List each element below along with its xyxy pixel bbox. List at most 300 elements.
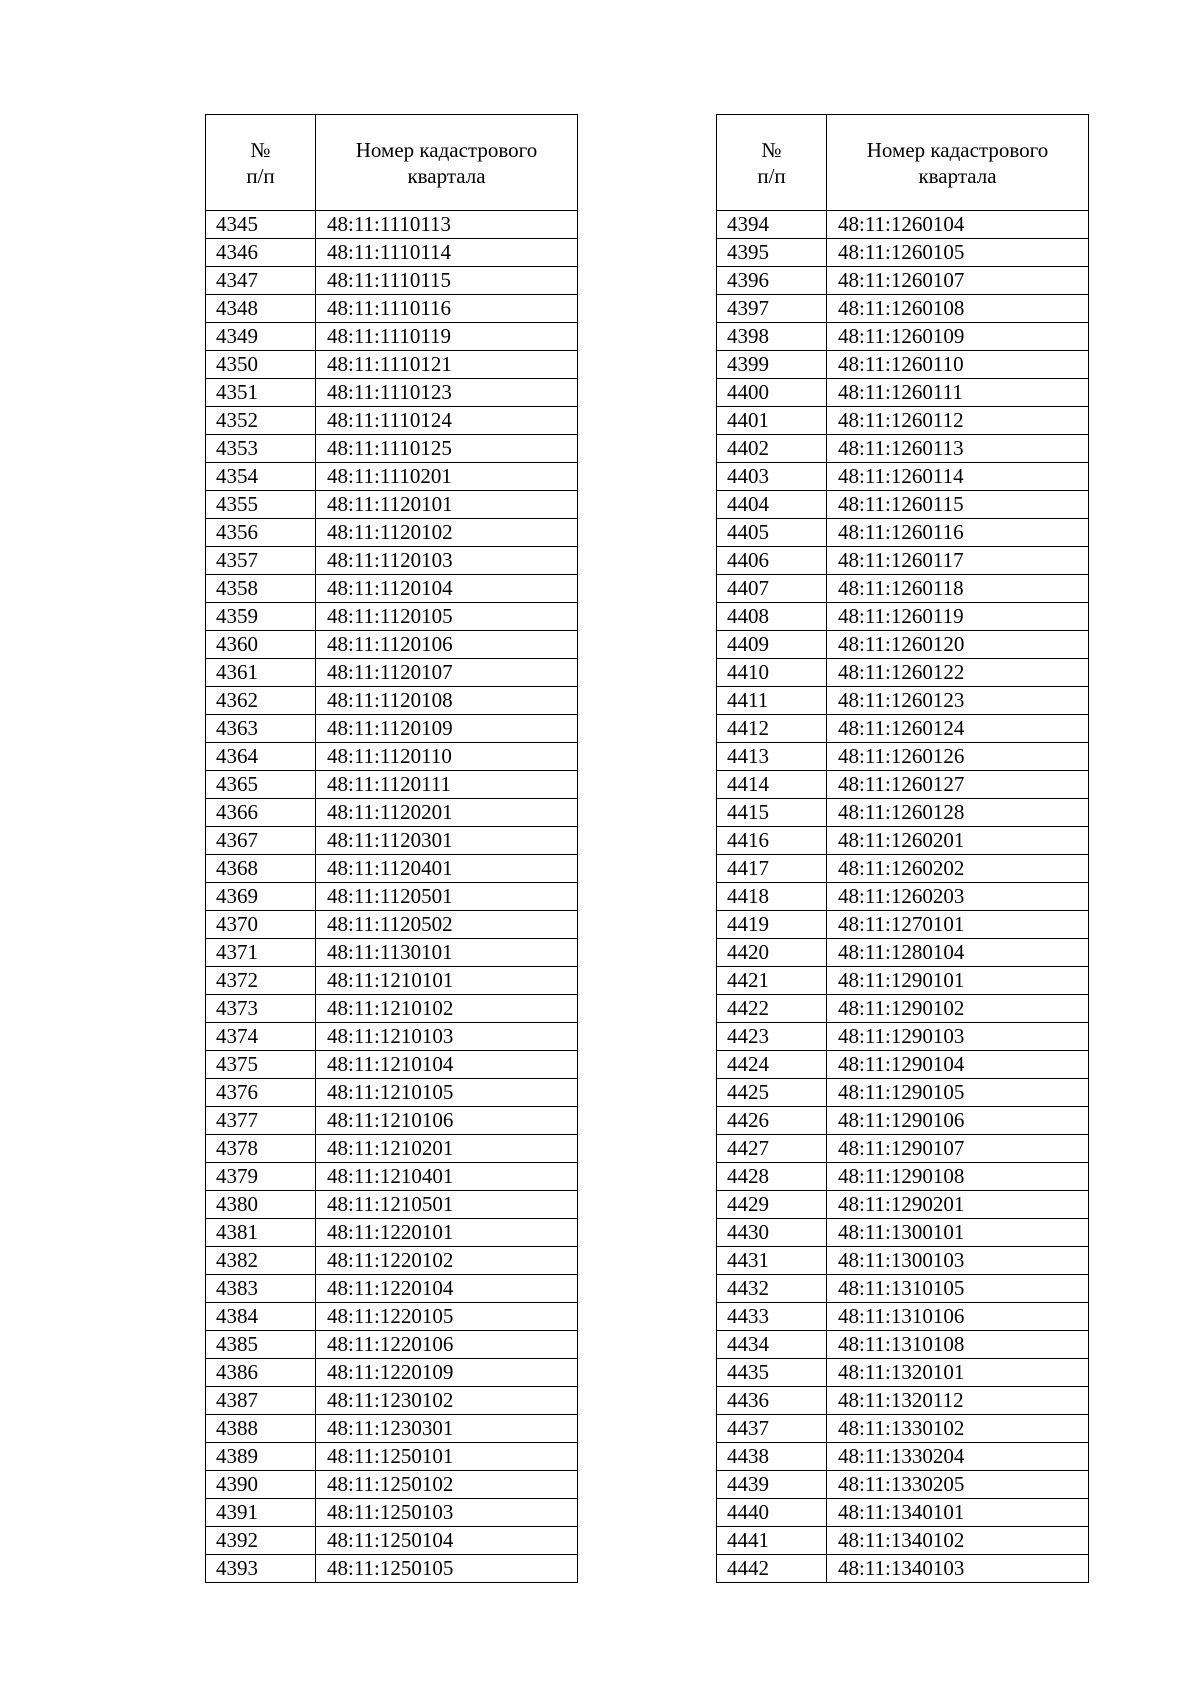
table-row xyxy=(206,1527,578,1555)
cadastral-number-cell: 48:11:1260128 xyxy=(827,799,1089,827)
cadastral-number-cell: 48:11:1110116 xyxy=(316,295,578,323)
table-row xyxy=(206,1555,578,1583)
cadastral-number-cell: 48:11:1260113 xyxy=(827,435,1089,463)
table-row xyxy=(206,1023,578,1051)
cadastral-number-cell: 48:11:1110121 xyxy=(316,351,578,379)
row-number-cell: 4409 xyxy=(717,631,827,659)
table-row xyxy=(206,1443,578,1471)
table-row xyxy=(717,1163,1089,1191)
row-number-cell: 4415 xyxy=(717,799,827,827)
quarter-header-line1: Номер кадастрового xyxy=(355,137,538,162)
cadastral-number-cell: 48:11:1300101 xyxy=(827,1219,1089,1247)
cadastral-number-cell: 48:11:1300103 xyxy=(827,1247,1089,1275)
cadastral-number-cell: 48:11:1250104 xyxy=(316,1527,578,1555)
cadastral-number-cell: 48:11:1210105 xyxy=(316,1079,578,1107)
cadastral-number-cell: 48:11:1120301 xyxy=(316,827,578,855)
table-row xyxy=(206,883,578,911)
row-number-cell: 4389 xyxy=(206,1443,316,1471)
cadastral-number-cell: 48:11:1120101 xyxy=(316,491,578,519)
row-number-cell: 4424 xyxy=(717,1051,827,1079)
table-row xyxy=(717,295,1089,323)
table-row xyxy=(206,603,578,631)
cadastral-number-cell: 48:11:1260123 xyxy=(827,687,1089,715)
row-number-cell: 4393 xyxy=(206,1555,316,1583)
cadastral-table-right xyxy=(716,114,1089,1583)
cadastral-number-cell: 48:11:1120105 xyxy=(316,603,578,631)
table-row xyxy=(717,1219,1089,1247)
table-row xyxy=(717,855,1089,883)
row-number-cell: 4426 xyxy=(717,1107,827,1135)
cadastral-number-cell: 48:11:1310106 xyxy=(827,1303,1089,1331)
row-number-cell: 4374 xyxy=(206,1023,316,1051)
cadastral-number-cell: 48:11:1120401 xyxy=(316,855,578,883)
row-number-cell: 4406 xyxy=(717,547,827,575)
cadastral-number-cell: 48:11:1260122 xyxy=(827,659,1089,687)
row-number-cell: 4423 xyxy=(717,1023,827,1051)
table-row xyxy=(717,1527,1089,1555)
cadastral-number-cell: 48:11:1110125 xyxy=(316,435,578,463)
row-number-cell: 4419 xyxy=(717,911,827,939)
cadastral-number-cell: 48:11:1210401 xyxy=(316,1163,578,1191)
cadastral-number-cell: 48:11:1220106 xyxy=(316,1331,578,1359)
row-number-cell: 4437 xyxy=(717,1415,827,1443)
cadastral-number-cell: 48:11:1220102 xyxy=(316,1247,578,1275)
row-number-cell: 4420 xyxy=(717,939,827,967)
cadastral-number-cell: 48:11:1260105 xyxy=(827,239,1089,267)
cadastral-number-cell: 48:11:1260117 xyxy=(827,547,1089,575)
table-row xyxy=(717,771,1089,799)
cadastral-number-cell: 48:11:1260126 xyxy=(827,743,1089,771)
row-number-cell: 4373 xyxy=(206,995,316,1023)
table-row xyxy=(717,575,1089,603)
cadastral-number-cell: 48:11:1230102 xyxy=(316,1387,578,1415)
table-row xyxy=(206,239,578,267)
row-number-cell: 4418 xyxy=(717,883,827,911)
table-row xyxy=(717,435,1089,463)
cadastral-number-cell: 48:11:1260203 xyxy=(827,883,1089,911)
quarter-header-line2: квартала xyxy=(407,163,486,188)
table-row xyxy=(717,463,1089,491)
row-number-cell: 4438 xyxy=(717,1443,827,1471)
cadastral-number-cell: 48:11:1270101 xyxy=(827,911,1089,939)
cadastral-number-cell: 48:11:1210102 xyxy=(316,995,578,1023)
row-number-cell: 4425 xyxy=(717,1079,827,1107)
row-number-cell: 4370 xyxy=(206,911,316,939)
row-number-cell: 4432 xyxy=(717,1275,827,1303)
table-row xyxy=(206,1359,578,1387)
cadastral-number-cell: 48:11:1220101 xyxy=(316,1219,578,1247)
table-row xyxy=(717,687,1089,715)
table-row xyxy=(206,743,578,771)
cadastral-number-cell: 48:11:1340103 xyxy=(827,1555,1089,1583)
cadastral-number-cell: 48:11:1110123 xyxy=(316,379,578,407)
row-number-cell: 4369 xyxy=(206,883,316,911)
table-body-left xyxy=(206,211,578,1583)
table-row xyxy=(717,1331,1089,1359)
row-number-cell: 4408 xyxy=(717,603,827,631)
cadastral-number-cell: 48:11:1110201 xyxy=(316,463,578,491)
row-number-cell: 4413 xyxy=(717,743,827,771)
table-row xyxy=(206,799,578,827)
cadastral-number-cell: 48:11:1310108 xyxy=(827,1331,1089,1359)
row-number-cell: 4397 xyxy=(717,295,827,323)
table-row xyxy=(717,1079,1089,1107)
table-row xyxy=(206,519,578,547)
row-number-cell: 4357 xyxy=(206,547,316,575)
cadastral-number-cell: 48:11:1340102 xyxy=(827,1527,1089,1555)
row-number-cell: 4411 xyxy=(717,687,827,715)
table-row xyxy=(717,603,1089,631)
table-row xyxy=(206,1135,578,1163)
table-row xyxy=(717,547,1089,575)
row-number-cell: 4353 xyxy=(206,435,316,463)
row-number-cell: 4367 xyxy=(206,827,316,855)
cadastral-number-cell: 48:11:1260115 xyxy=(827,491,1089,519)
cadastral-number-cell: 48:11:1320112 xyxy=(827,1387,1089,1415)
number-header-line1: № xyxy=(250,137,271,162)
row-number-cell: 4392 xyxy=(206,1527,316,1555)
cadastral-number-cell: 48:11:1260114 xyxy=(827,463,1089,491)
row-number-cell: 4422 xyxy=(717,995,827,1023)
quarter-header-line2: квартала xyxy=(918,163,997,188)
row-number-cell: 4350 xyxy=(206,351,316,379)
table-row xyxy=(206,827,578,855)
table-row xyxy=(717,967,1089,995)
table-row xyxy=(717,1499,1089,1527)
row-number-cell: 4358 xyxy=(206,575,316,603)
cadastral-number-cell: 48:11:1120110 xyxy=(316,743,578,771)
number-header-line1: № xyxy=(761,137,782,162)
row-number-cell: 4430 xyxy=(717,1219,827,1247)
table-row xyxy=(206,659,578,687)
table-row xyxy=(717,1359,1089,1387)
cadastral-number-cell: 48:11:1260202 xyxy=(827,855,1089,883)
row-number-cell: 4381 xyxy=(206,1219,316,1247)
table-row xyxy=(206,267,578,295)
cadastral-number-cell: 48:11:1110115 xyxy=(316,267,578,295)
row-number-cell: 4368 xyxy=(206,855,316,883)
row-number-cell: 4436 xyxy=(717,1387,827,1415)
table-row xyxy=(717,799,1089,827)
table-row xyxy=(717,267,1089,295)
row-number-cell: 4442 xyxy=(717,1555,827,1583)
cadastral-number-cell: 48:11:1110113 xyxy=(316,211,578,239)
row-number-cell: 4351 xyxy=(206,379,316,407)
table-row xyxy=(206,687,578,715)
row-number-cell: 4362 xyxy=(206,687,316,715)
row-number-cell: 4396 xyxy=(717,267,827,295)
cadastral-number-cell: 48:11:1210104 xyxy=(316,1051,578,1079)
row-number-cell: 4356 xyxy=(206,519,316,547)
table-row xyxy=(206,379,578,407)
cadastral-number-cell: 48:11:1260110 xyxy=(827,351,1089,379)
table-row xyxy=(717,1415,1089,1443)
cadastral-number-cell: 48:11:1260119 xyxy=(827,603,1089,631)
cadastral-number-cell: 48:11:1340101 xyxy=(827,1499,1089,1527)
row-number-cell: 4441 xyxy=(717,1527,827,1555)
table-row xyxy=(206,1499,578,1527)
table-row xyxy=(206,1415,578,1443)
cadastral-number-cell: 48:11:1330205 xyxy=(827,1471,1089,1499)
row-number-cell: 4384 xyxy=(206,1303,316,1331)
table-row xyxy=(717,491,1089,519)
table-row xyxy=(206,911,578,939)
row-number-cell: 4431 xyxy=(717,1247,827,1275)
quarter-column-header xyxy=(316,115,578,211)
table-row xyxy=(206,1163,578,1191)
table-row xyxy=(206,771,578,799)
row-number-cell: 4398 xyxy=(717,323,827,351)
table-row xyxy=(717,631,1089,659)
cadastral-number-cell: 48:11:1250102 xyxy=(316,1471,578,1499)
cadastral-number-cell: 48:11:1110119 xyxy=(316,323,578,351)
row-number-cell: 4428 xyxy=(717,1163,827,1191)
row-number-cell: 4347 xyxy=(206,267,316,295)
table-row xyxy=(206,323,578,351)
cadastral-number-cell: 48:11:1260116 xyxy=(827,519,1089,547)
table-row xyxy=(717,519,1089,547)
table-row xyxy=(717,351,1089,379)
table-row xyxy=(206,407,578,435)
cadastral-number-cell: 48:11:1260124 xyxy=(827,715,1089,743)
table-row xyxy=(717,1303,1089,1331)
cadastral-number-cell: 48:11:1210106 xyxy=(316,1107,578,1135)
row-number-cell: 4378 xyxy=(206,1135,316,1163)
row-number-cell: 4405 xyxy=(717,519,827,547)
row-number-cell: 4399 xyxy=(717,351,827,379)
cadastral-number-cell: 48:11:1120501 xyxy=(316,883,578,911)
row-number-cell: 4435 xyxy=(717,1359,827,1387)
row-number-cell: 4417 xyxy=(717,855,827,883)
table-row xyxy=(717,239,1089,267)
cadastral-number-cell: 48:11:1220105 xyxy=(316,1303,578,1331)
row-number-cell: 4360 xyxy=(206,631,316,659)
table-header-row xyxy=(206,115,578,211)
cadastral-number-cell: 48:11:1330102 xyxy=(827,1415,1089,1443)
cadastral-number-cell: 48:11:1250105 xyxy=(316,1555,578,1583)
cadastral-number-cell: 48:11:1110114 xyxy=(316,239,578,267)
cadastral-number-cell: 48:11:1290108 xyxy=(827,1163,1089,1191)
table-row xyxy=(206,1471,578,1499)
cadastral-number-cell: 48:11:1260201 xyxy=(827,827,1089,855)
cadastral-number-cell: 48:11:1120107 xyxy=(316,659,578,687)
row-number-cell: 4394 xyxy=(717,211,827,239)
row-number-cell: 4348 xyxy=(206,295,316,323)
cadastral-number-cell: 48:11:1260127 xyxy=(827,771,1089,799)
table-row xyxy=(717,1107,1089,1135)
row-number-cell: 4421 xyxy=(717,967,827,995)
table-body-right xyxy=(717,211,1089,1583)
row-number-cell: 4383 xyxy=(206,1275,316,1303)
cadastral-number-cell: 48:11:1260104 xyxy=(827,211,1089,239)
table-row xyxy=(206,547,578,575)
row-number-cell: 4366 xyxy=(206,799,316,827)
row-number-cell: 4345 xyxy=(206,211,316,239)
table-row xyxy=(717,379,1089,407)
cadastral-number-cell: 48:11:1250103 xyxy=(316,1499,578,1527)
table-row xyxy=(206,435,578,463)
row-number-cell: 4376 xyxy=(206,1079,316,1107)
table-row xyxy=(206,995,578,1023)
table-row xyxy=(206,1275,578,1303)
row-number-cell: 4375 xyxy=(206,1051,316,1079)
cadastral-number-cell: 48:11:1210101 xyxy=(316,967,578,995)
cadastral-number-cell: 48:11:1110124 xyxy=(316,407,578,435)
number-column-header xyxy=(717,115,827,211)
cadastral-number-cell: 48:11:1250101 xyxy=(316,1443,578,1471)
cadastral-number-cell: 48:11:1260120 xyxy=(827,631,1089,659)
table-row xyxy=(717,1051,1089,1079)
cadastral-number-cell: 48:11:1290104 xyxy=(827,1051,1089,1079)
cadastral-number-cell: 48:11:1120111 xyxy=(316,771,578,799)
cadastral-number-cell: 48:11:1120106 xyxy=(316,631,578,659)
table-row xyxy=(206,1303,578,1331)
row-number-cell: 4434 xyxy=(717,1331,827,1359)
cadastral-number-cell: 48:11:1260107 xyxy=(827,267,1089,295)
cadastral-number-cell: 48:11:1120109 xyxy=(316,715,578,743)
row-number-cell: 4410 xyxy=(717,659,827,687)
cadastral-number-cell: 48:11:1260111 xyxy=(827,379,1089,407)
table-row xyxy=(206,1051,578,1079)
table-row xyxy=(206,1331,578,1359)
number-header-line2: п/п xyxy=(246,163,275,188)
row-number-cell: 4379 xyxy=(206,1163,316,1191)
table-row xyxy=(717,211,1089,239)
row-number-cell: 4403 xyxy=(717,463,827,491)
cadastral-table-left xyxy=(205,114,578,1583)
cadastral-number-cell: 48:11:1210201 xyxy=(316,1135,578,1163)
table-row xyxy=(206,967,578,995)
row-number-cell: 4395 xyxy=(717,239,827,267)
table-row xyxy=(206,1191,578,1219)
table-row xyxy=(206,491,578,519)
table-row xyxy=(717,1387,1089,1415)
cadastral-number-cell: 48:11:1220104 xyxy=(316,1275,578,1303)
number-column-header xyxy=(206,115,316,211)
table-row xyxy=(206,211,578,239)
table-row xyxy=(717,743,1089,771)
row-number-cell: 4402 xyxy=(717,435,827,463)
cadastral-number-cell: 48:11:1210501 xyxy=(316,1191,578,1219)
cadastral-number-cell: 48:11:1120201 xyxy=(316,799,578,827)
quarter-column-header xyxy=(827,115,1089,211)
table-row xyxy=(717,407,1089,435)
table-header-row xyxy=(717,115,1089,211)
cadastral-number-cell: 48:11:1260108 xyxy=(827,295,1089,323)
cadastral-number-cell: 48:11:1290101 xyxy=(827,967,1089,995)
row-number-cell: 4354 xyxy=(206,463,316,491)
table-row xyxy=(717,827,1089,855)
cadastral-number-cell: 48:11:1290201 xyxy=(827,1191,1089,1219)
table-row xyxy=(206,463,578,491)
row-number-cell: 4414 xyxy=(717,771,827,799)
row-number-cell: 4346 xyxy=(206,239,316,267)
row-number-cell: 4412 xyxy=(717,715,827,743)
table-row xyxy=(717,1191,1089,1219)
table-row xyxy=(717,1247,1089,1275)
table-row xyxy=(206,939,578,967)
row-number-cell: 4427 xyxy=(717,1135,827,1163)
table-row xyxy=(206,575,578,603)
table-row xyxy=(717,1275,1089,1303)
cadastral-number-cell: 48:11:1320101 xyxy=(827,1359,1089,1387)
row-number-cell: 4380 xyxy=(206,1191,316,1219)
row-number-cell: 4382 xyxy=(206,1247,316,1275)
row-number-cell: 4371 xyxy=(206,939,316,967)
row-number-cell: 4433 xyxy=(717,1303,827,1331)
row-number-cell: 4352 xyxy=(206,407,316,435)
row-number-cell: 4440 xyxy=(717,1499,827,1527)
row-number-cell: 4439 xyxy=(717,1471,827,1499)
cadastral-number-cell: 48:11:1120104 xyxy=(316,575,578,603)
table-row xyxy=(206,715,578,743)
row-number-cell: 4416 xyxy=(717,827,827,855)
cadastral-number-cell: 48:11:1120102 xyxy=(316,519,578,547)
cadastral-number-cell: 48:11:1290107 xyxy=(827,1135,1089,1163)
quarter-header-line1: Номер кадастрового xyxy=(866,137,1049,162)
row-number-cell: 4391 xyxy=(206,1499,316,1527)
cadastral-number-cell: 48:11:1290103 xyxy=(827,1023,1089,1051)
row-number-cell: 4359 xyxy=(206,603,316,631)
row-number-cell: 4429 xyxy=(717,1191,827,1219)
row-number-cell: 4349 xyxy=(206,323,316,351)
cadastral-number-cell: 48:11:1220109 xyxy=(316,1359,578,1387)
row-number-cell: 4385 xyxy=(206,1331,316,1359)
table-row xyxy=(717,323,1089,351)
table-row xyxy=(717,911,1089,939)
table-row xyxy=(717,1471,1089,1499)
cadastral-number-cell: 48:11:1310105 xyxy=(827,1275,1089,1303)
table-row xyxy=(717,883,1089,911)
cadastral-number-cell: 48:11:1290105 xyxy=(827,1079,1089,1107)
cadastral-number-cell: 48:11:1290106 xyxy=(827,1107,1089,1135)
cadastral-number-cell: 48:11:1230301 xyxy=(316,1415,578,1443)
table-row xyxy=(206,1107,578,1135)
row-number-cell: 4404 xyxy=(717,491,827,519)
cadastral-number-cell: 48:11:1130101 xyxy=(316,939,578,967)
table-row xyxy=(206,351,578,379)
cadastral-number-cell: 48:11:1280104 xyxy=(827,939,1089,967)
table-row xyxy=(206,1219,578,1247)
row-number-cell: 4361 xyxy=(206,659,316,687)
row-number-cell: 4377 xyxy=(206,1107,316,1135)
cadastral-number-cell: 48:11:1260112 xyxy=(827,407,1089,435)
cadastral-number-cell: 48:11:1290102 xyxy=(827,995,1089,1023)
cadastral-number-cell: 48:11:1260109 xyxy=(827,323,1089,351)
table-row xyxy=(717,939,1089,967)
table-row xyxy=(206,295,578,323)
row-number-cell: 4363 xyxy=(206,715,316,743)
table-row xyxy=(206,855,578,883)
cadastral-number-cell: 48:11:1120502 xyxy=(316,911,578,939)
table-row xyxy=(717,1023,1089,1051)
table-row xyxy=(206,1079,578,1107)
table-row xyxy=(717,1555,1089,1583)
row-number-cell: 4364 xyxy=(206,743,316,771)
row-number-cell: 4372 xyxy=(206,967,316,995)
row-number-cell: 4401 xyxy=(717,407,827,435)
table-row xyxy=(206,1247,578,1275)
cadastral-number-cell: 48:11:1260118 xyxy=(827,575,1089,603)
row-number-cell: 4407 xyxy=(717,575,827,603)
row-number-cell: 4390 xyxy=(206,1471,316,1499)
table-row xyxy=(717,715,1089,743)
table-row xyxy=(717,995,1089,1023)
cadastral-number-cell: 48:11:1330204 xyxy=(827,1443,1089,1471)
table-row xyxy=(717,1135,1089,1163)
row-number-cell: 4388 xyxy=(206,1415,316,1443)
row-number-cell: 4365 xyxy=(206,771,316,799)
